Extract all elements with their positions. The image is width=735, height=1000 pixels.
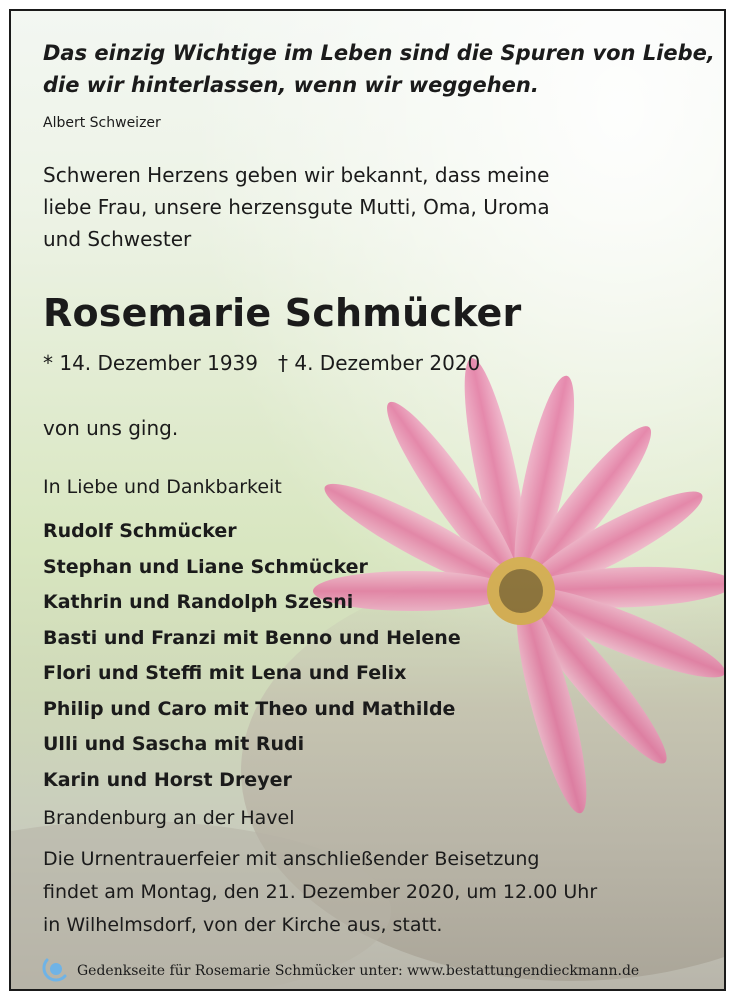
obituary-content <box>11 11 726 991</box>
intro-line: und Schwester <box>43 227 192 251</box>
ceremony-line: findet am Montag, den 21. Dezember 2020, um 12.00 Uhr <box>43 881 598 903</box>
mourner: Ulli und Sascha mit Rudi <box>43 733 305 755</box>
place: Brandenburg an der Havel <box>43 807 295 829</box>
life-dates <box>43 351 480 375</box>
mourner: Flori und Steffi mit Lena und Felix <box>43 662 407 684</box>
announcement-intro <box>43 159 550 255</box>
quote-author: Albert Schweizer <box>43 115 161 131</box>
memorial-logo-icon <box>39 956 69 986</box>
mourner: Basti und Franzi mit Benno und Helene <box>43 626 461 649</box>
thanks-line: In Liebe und Dankbarkeit <box>43 476 282 498</box>
ceremony-line: in Wilhelmsdorf, von der Kirche aus, statt. <box>43 914 443 936</box>
memorial-page-footer[interactable] <box>39 956 639 986</box>
deceased-name: Rosemarie Schmücker <box>43 291 522 335</box>
mourner: Kathrin und Randolph Szesni <box>43 591 354 613</box>
memorial-page-link[interactable]: Gedenkseite für Rosemarie Schmücker unter: www.bestattungendieckmann.de <box>77 963 640 979</box>
mourner: Karin und Horst Dreyer <box>43 768 292 791</box>
mourner: Stephan und Liane Schmücker <box>43 555 368 578</box>
mourner: Rudolf Schmücker <box>43 520 237 542</box>
quote <box>43 37 715 101</box>
mourner: Philip und Caro mit Theo und Mathilde <box>43 697 456 720</box>
quote-line: die wir hinterlassen, wenn wir weggehen. <box>43 73 539 97</box>
birth-date: * 14. Dezember 1939 <box>43 351 258 375</box>
ceremony-details <box>43 843 597 942</box>
quote-line: Das einzig Wichtige im Leben sind die Spuren von Liebe, <box>43 41 715 65</box>
intro-line: liebe Frau, unsere herzensgute Mutti, Oma, Uroma <box>43 195 550 219</box>
death-date: † 4. Dezember 2020 <box>278 351 481 375</box>
obituary-frame <box>9 9 726 991</box>
ceremony-line: Die Urnentrauerfeier mit anschließender Beisetzung <box>43 848 540 870</box>
mourners-list <box>43 514 461 798</box>
closing-phrase: von uns ging. <box>43 416 179 440</box>
intro-line: Schweren Herzens geben wir bekannt, dass meine <box>43 163 550 187</box>
